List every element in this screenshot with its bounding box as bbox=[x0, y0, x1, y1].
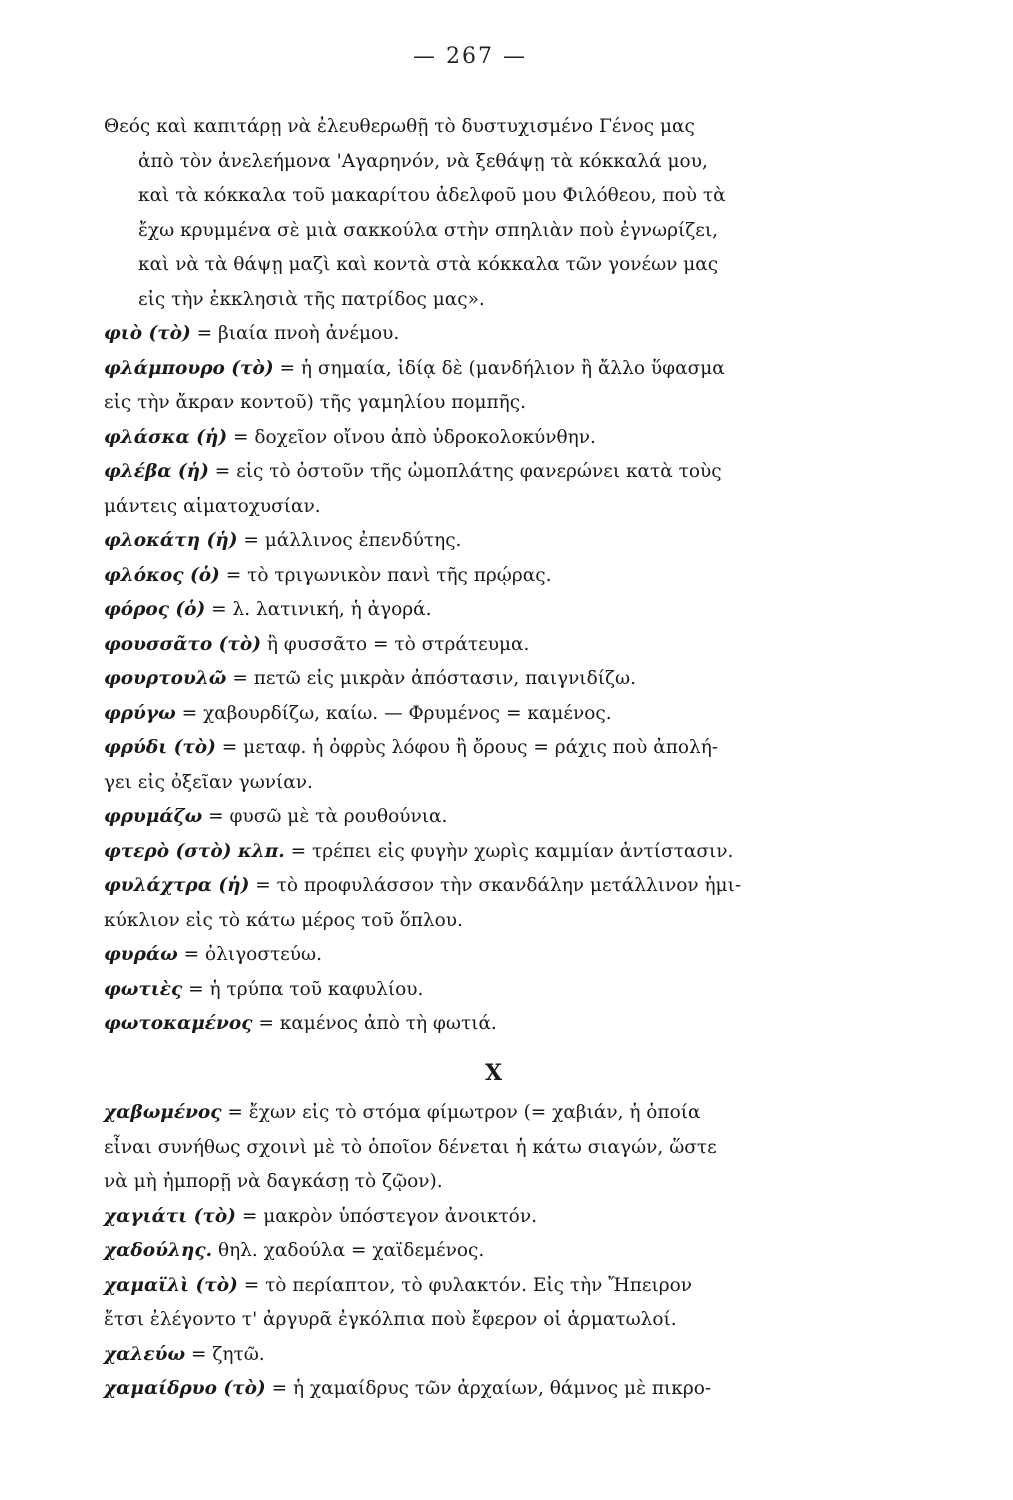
definition: = ἡ σημαία, ἰδίᾳ δὲ (μανδήλιον ἢ ἄλλο ὕφασμα bbox=[279, 357, 725, 379]
definition: = βιαία πνοὴ ἀνέμου. bbox=[196, 323, 400, 344]
headword: φρύγω bbox=[104, 702, 176, 724]
headword: φλάσκα (ἡ) bbox=[104, 426, 228, 448]
headword: φιὸ (τὸ) bbox=[104, 323, 191, 344]
headword: φυλάχτρα (ἡ) bbox=[104, 875, 250, 896]
definition: ἢ φυσσᾶτο = τὸ στράτευμα. bbox=[266, 633, 530, 655]
glossary-entry bbox=[104, 973, 884, 1008]
headword: φόρος (ὁ) bbox=[104, 599, 206, 620]
definition: = τὸ περίαπτον, τὸ φυλακτόν. Εἰς τὴν Ἤπειρον bbox=[243, 1274, 692, 1296]
headword: φωτιὲς bbox=[104, 978, 183, 1000]
headword: χαβωμένος bbox=[104, 1102, 222, 1123]
headword: φλόκος (ὁ) bbox=[104, 564, 220, 586]
glossary-entry bbox=[104, 455, 884, 524]
glossary-entry bbox=[104, 1338, 884, 1373]
glossary-entry bbox=[104, 869, 884, 938]
headword: φυράω bbox=[104, 944, 178, 965]
headword: φρυμάζω bbox=[104, 806, 203, 827]
headword: φωτοκαμένος bbox=[104, 1013, 253, 1034]
glossary-entry bbox=[104, 421, 884, 456]
glossary-entry bbox=[104, 317, 884, 352]
glossary-entry bbox=[104, 559, 884, 594]
definition-continuation: εἶναι συνήθως σχοινὶ μὲ τὸ ὁποῖον δένεται ἡ κάτω σιαγών, ὥστε bbox=[104, 1136, 717, 1158]
definition: = τρέπει εἰς φυγὴν χωρὶς καμμίαν ἀντίστασιν. bbox=[290, 840, 734, 862]
glossary-entry bbox=[104, 697, 884, 732]
glossary-entry bbox=[104, 524, 884, 559]
definition-continuation: μάντεις αἱματοχυσίαν. bbox=[104, 495, 321, 517]
intro-line: καὶ νὰ τὰ θάψῃ μαζὶ καὶ κοντὰ στὰ κόκκαλα τῶν γονέων μας bbox=[138, 254, 719, 275]
definition: = τὸ προφυλάσσον τὴν σκανδάλην μετάλλινον ἡμι- bbox=[255, 875, 742, 896]
intro-line: ἔχω κρυμμένα σὲ μιὰ σακκούλα στὴν σπηλιὰν ποὺ ἐγνωρίζει, bbox=[138, 219, 719, 241]
page-number: — 267 — bbox=[413, 44, 527, 69]
definition-continuation: ἔτσι ἐλέγοντο τ' ἀργυρᾶ ἐγκόλπια ποὺ ἔφερον οἱ ἁρματωλοί. bbox=[104, 1309, 677, 1330]
intro-line: Θεός καὶ καπιτάρῃ νὰ ἐλευθερωθῇ τὸ δυστυχισμένο Γένος μας bbox=[104, 116, 695, 137]
glossary-entry bbox=[104, 628, 884, 663]
headword: φουσσᾶτο (τὸ) bbox=[104, 633, 261, 655]
glossary-entry bbox=[104, 1234, 884, 1269]
glossary-entry bbox=[104, 1096, 884, 1200]
headword: φλοκάτη (ἡ) bbox=[104, 530, 238, 551]
headword: φρύδι (τὸ) bbox=[104, 737, 216, 758]
headword: φτερὸ (στὸ) κλπ. bbox=[104, 840, 285, 862]
definition-continuation: κύκλιον εἰς τὸ κάτω μέρος τοῦ ὅπλου. bbox=[104, 909, 463, 931]
headword: φλέβα (ἡ) bbox=[104, 461, 209, 482]
definition-continuation: εἰς τὴν ἄκραν κοντοῦ) τῆς γαμηλίου πομπῆς. bbox=[104, 392, 527, 413]
glossary-entry bbox=[104, 800, 884, 835]
definition: = λ. λατινική, ἡ ἀγορά. bbox=[211, 599, 432, 620]
headword: χαδούλης. bbox=[104, 1240, 213, 1261]
headword: χαγιάτι (τὸ) bbox=[104, 1205, 236, 1227]
glossary-entry bbox=[104, 1269, 884, 1338]
definition: = ἡ τρύπα τοῦ καφυλίου. bbox=[188, 978, 424, 1000]
definition: = δοχεῖον οἴνου ἀπὸ ὑδροκολοκύνθην. bbox=[232, 426, 596, 448]
definition: = καμένος ἀπὸ τὴ φωτιά. bbox=[258, 1013, 497, 1034]
intro-line: ἀπὸ τὸν ἀνελεήμονα 'Αγαρηνόν, νὰ ξεθάψῃ τὰ κόκκαλά μου, bbox=[138, 150, 708, 172]
definition: = ζητῶ. bbox=[190, 1343, 265, 1365]
definition-continuation: γει εἰς ὀξεῖαν γωνίαν. bbox=[104, 771, 313, 793]
definition: = ἔχων εἰς τὸ στόμα φίμωτρον (= χαβιάν, ἡ ὁποία bbox=[227, 1102, 701, 1123]
dictionary-text bbox=[104, 110, 884, 1407]
definition: = μάλλινος ἐπενδύτης. bbox=[243, 530, 462, 551]
definition: = ὀλιγοστεύω. bbox=[183, 944, 322, 965]
glossary-entry bbox=[104, 593, 884, 628]
glossary-entry bbox=[104, 938, 884, 973]
intro-line: καὶ τὰ κόκκαλα τοῦ μακαρίτου ἀδελφοῦ μου Φιλόθεου, ποὺ τὰ bbox=[138, 185, 726, 206]
definition-continuation: νὰ μὴ ἠμπορῇ νὰ δαγκάσῃ τὸ ζῷον). bbox=[104, 1171, 443, 1192]
glossary-entry bbox=[104, 662, 884, 697]
intro-line: εἰς τὴν ἐκκλησιὰ τῆς πατρίδος μας». bbox=[138, 288, 485, 310]
headword: χαμαίδρυο (τὸ) bbox=[104, 1378, 266, 1399]
headword: φουρτουλῶ bbox=[104, 668, 227, 689]
glossary-entry bbox=[104, 352, 884, 421]
definition: θηλ. χαδούλα = χαϊδεμένος. bbox=[217, 1240, 485, 1261]
headword: χαμαϊλὶ (τὸ) bbox=[104, 1274, 238, 1296]
definition: = πετῶ εἰς μικρὰν ἀπόστασιν, παιγνιδίζω. bbox=[232, 668, 636, 689]
definition: = χαβουρδίζω, καίω. — Φρυμένος = καμένος. bbox=[181, 702, 612, 724]
headword: χαλεύω bbox=[104, 1343, 186, 1365]
intro-paragraph bbox=[104, 110, 884, 317]
glossary-entry bbox=[104, 1200, 884, 1235]
glossary-entry bbox=[104, 835, 884, 870]
definition: = μεταφ. ἡ ὀφρὺς λόφου ἢ ὄρους = ράχις ποὺ ἀπολή- bbox=[221, 737, 719, 758]
definition: = μακρὸν ὑπόστεγον ἀνοικτόν. bbox=[241, 1205, 537, 1227]
definition: = τὸ τριγωνικὸν πανὶ τῆς πρῴρας. bbox=[225, 564, 552, 586]
section-letter: Χ bbox=[484, 1059, 504, 1086]
definition: = εἰς τὸ ὀστοῦν τῆς ὠμοπλάτης φανερώνει κατὰ τοὺς bbox=[214, 461, 722, 482]
glossary-entry bbox=[104, 1007, 884, 1042]
glossary-entry bbox=[104, 1372, 884, 1407]
glossary-entry bbox=[104, 731, 884, 800]
definition: = φυσῶ μὲ τὰ ρουθούνια. bbox=[208, 806, 448, 827]
definition: = ἡ χαμαίδρυς τῶν ἀρχαίων, θάμνος μὲ πικρο- bbox=[271, 1378, 712, 1399]
headword: φλάμπουρο (τὸ) bbox=[104, 357, 274, 379]
